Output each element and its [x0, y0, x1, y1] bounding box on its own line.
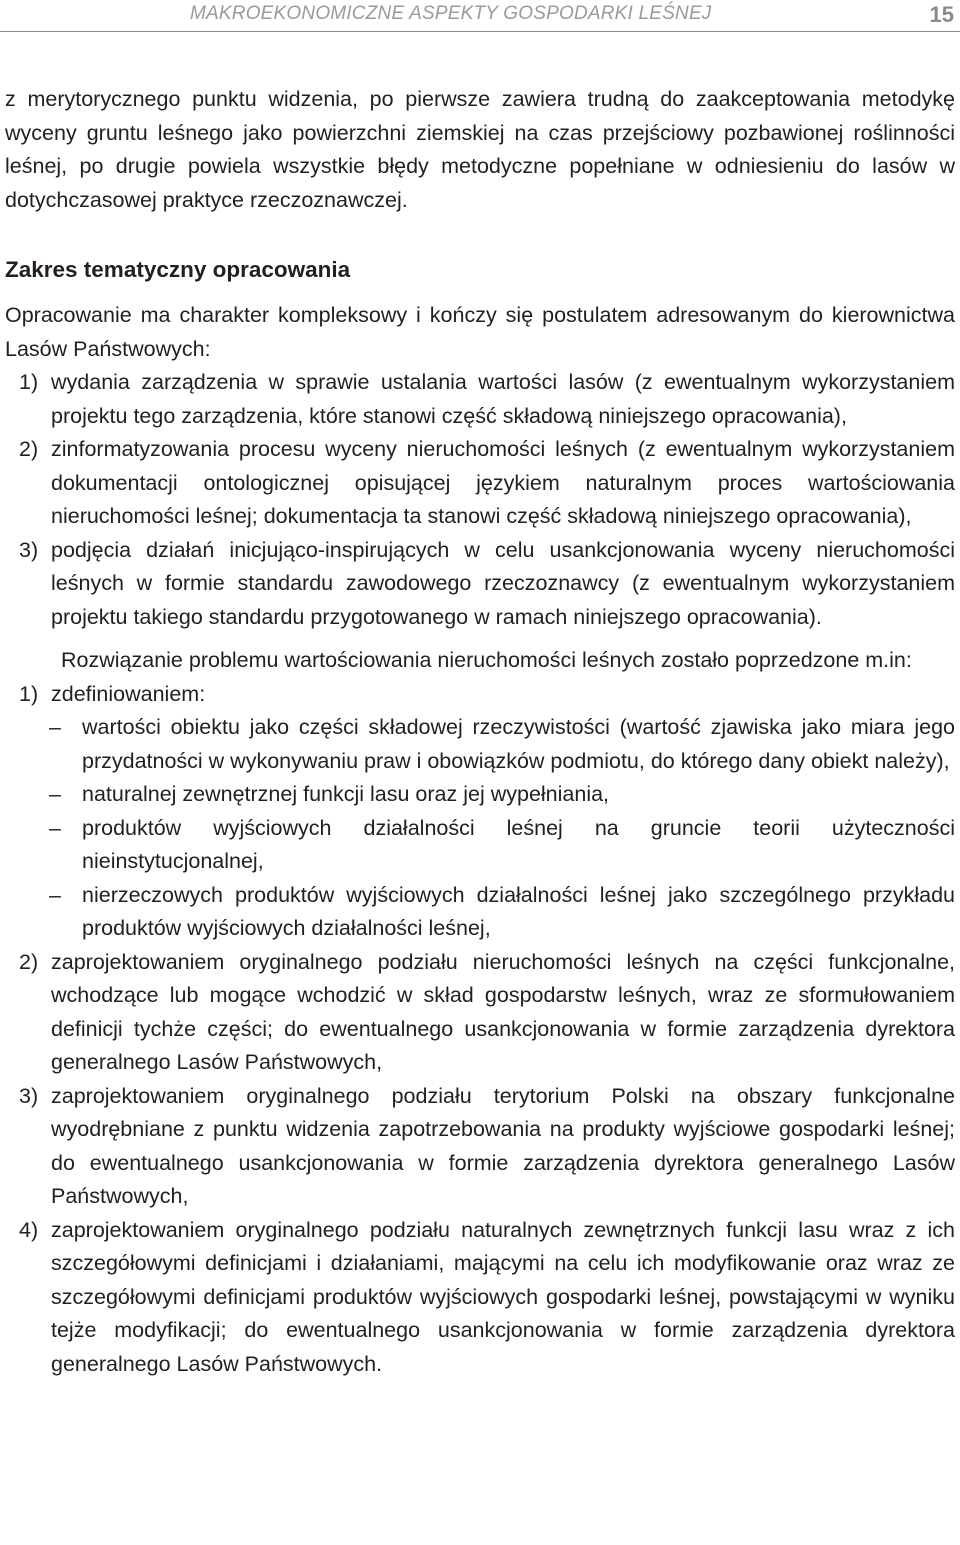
list-item — [5, 534, 955, 635]
solution-list — [5, 678, 955, 1382]
list-item-text: zaprojektowaniem oryginalnego podziału nieruchomości leśnych na części funkcjonalne, wchodzące lub mogące wchodzić w skład gospodarstw leśnych, wraz ze sformułowaniem definicji tychże części; do ewentualnego usankcjonowania w formie zarządzenia dyrektora generalnego Lasów Państwowych, — [51, 949, 955, 1074]
definition-list — [5, 711, 955, 946]
list-item-text: zaprojektowaniem oryginalnego podziału terytorium Polski na obszary funkcjonalne wyodrębniane z punktu widzenia zapotrzebowania na produkty wyjściowe gospodarki leśnej; do ewentualnego usankcjonowania w formie zarządzenia dyrektora generalnego Lasów Państwowych, — [51, 1083, 955, 1208]
dash-item — [5, 711, 955, 778]
list-item-text: podjęcia działań inicjująco-inspirujących w celu usankcjonowania wyceny nieruchomości leśnych w formie standardu zawodowego rzeczoznawcy (z ewentualnym wykorzystaniem projektu takiego standardu przygotowanego w ramach niniejszego opracowania). — [51, 537, 955, 629]
postulate-list — [5, 366, 955, 634]
list-number: 2) — [19, 437, 39, 461]
list-item — [5, 366, 955, 433]
dash-item — [5, 879, 955, 946]
intro-paragraph: z merytorycznego punktu widzenia, po pierwsze zawiera trudną do zaakceptowania metodykę wyceny gruntu leśnego jako powierzchni ziemskiej na czas przejściowy pozbawionej roślinności leśnej, po drugie powiela wszystkie błędy metodyczne popełniane w odniesieniu do lasów w dotychczasowej praktyce rzeczoznawczej. — [5, 87, 955, 212]
page-body — [5, 83, 955, 1381]
dash-bullet: – — [49, 782, 61, 806]
dash-item-text: naturalnej zewnętrznej funkcji lasu oraz jej wypełniania, — [82, 782, 610, 806]
running-header — [0, 0, 960, 32]
list-item-text: wydania zarządzenia w sprawie ustalania wartości lasów (z ewentualnym wykorzystaniem projektu tego zarządzenia, które stanowi część składową niniejszego opracowania), — [51, 370, 955, 428]
dash-item-text: produktów wyjściowych działalności leśnej na gruncie teorii użyteczności nieinstytucjonalnej, — [82, 815, 955, 873]
list-number: 2) — [19, 949, 39, 974]
list-number: 3) — [19, 1083, 39, 1108]
list-item-text: zinformatyzowania procesu wyceny nieruchomości leśnych (z ewentualnym wykorzystaniem dokumentacji ontologicznej opisującej językiem naturalnym proces wartościowania nieruchomości leśnej; dokumentacja ta stanowi część składową niniejszego opracowania), — [51, 437, 955, 528]
list-item — [5, 1080, 955, 1214]
list-number: 1) — [19, 681, 39, 706]
list-item — [5, 433, 955, 534]
section-heading: Zakres tematyczny opracowania — [5, 257, 351, 282]
solution-intro-paragraph: Rozwiązanie problemu wartościowania nieruchomości leśnych zostało poprzedzone m.in: — [61, 648, 912, 672]
dash-item — [5, 778, 955, 812]
lead-paragraph: Opracowanie ma charakter kompleksowy i kończy się postulatem adresowanym do kierownictwa Lasów Państwowych: — [5, 303, 955, 361]
dash-item-text: nierzeczowych produktów wyjściowych działalności leśnej jako szczególnego przykładu produktów wyjściowych działalności leśnej, — [82, 882, 955, 940]
list-number: 1) — [19, 370, 39, 394]
list-item — [5, 678, 955, 712]
list-item — [5, 946, 955, 1080]
page-number: 15 — [929, 2, 954, 27]
running-header-title: MAKROEKONOMICZNE ASPEKTY GOSPODARKI LEŚNEJ — [190, 3, 712, 24]
list-number: 3) — [19, 537, 39, 562]
list-number: 4) — [19, 1217, 39, 1242]
list-item-text: zaprojektowaniem oryginalnego podziału naturalnych zewnętrznych funkcji lasu wraz z ich szczegółowymi definicjami i działaniami, mającymi na celu ich modyfikowanie oraz wraz ze szczegółowymi definicjami produktów wyjściowych gospodarki leśnej, powstającymi w wyniku tejże modyfikacji; do ewentualnego usankcjonowania w formie zarządzenia dyrektora generalnego Lasów Państwowych. — [51, 1217, 955, 1376]
dash-bullet: – — [49, 715, 61, 739]
list-item — [5, 1214, 955, 1382]
dash-bullet: – — [49, 882, 61, 907]
list-item-text: zdefiniowaniem: — [51, 681, 206, 706]
dash-item-text: wartości obiektu jako części składowej rzeczywistości (wartość zjawiska jako miara jego przydatności w wykonywaniu praw i obowiązków podmiotu, do którego dany obiekt należy), — [82, 715, 955, 773]
dash-bullet: – — [49, 815, 61, 840]
dash-item — [5, 812, 955, 879]
